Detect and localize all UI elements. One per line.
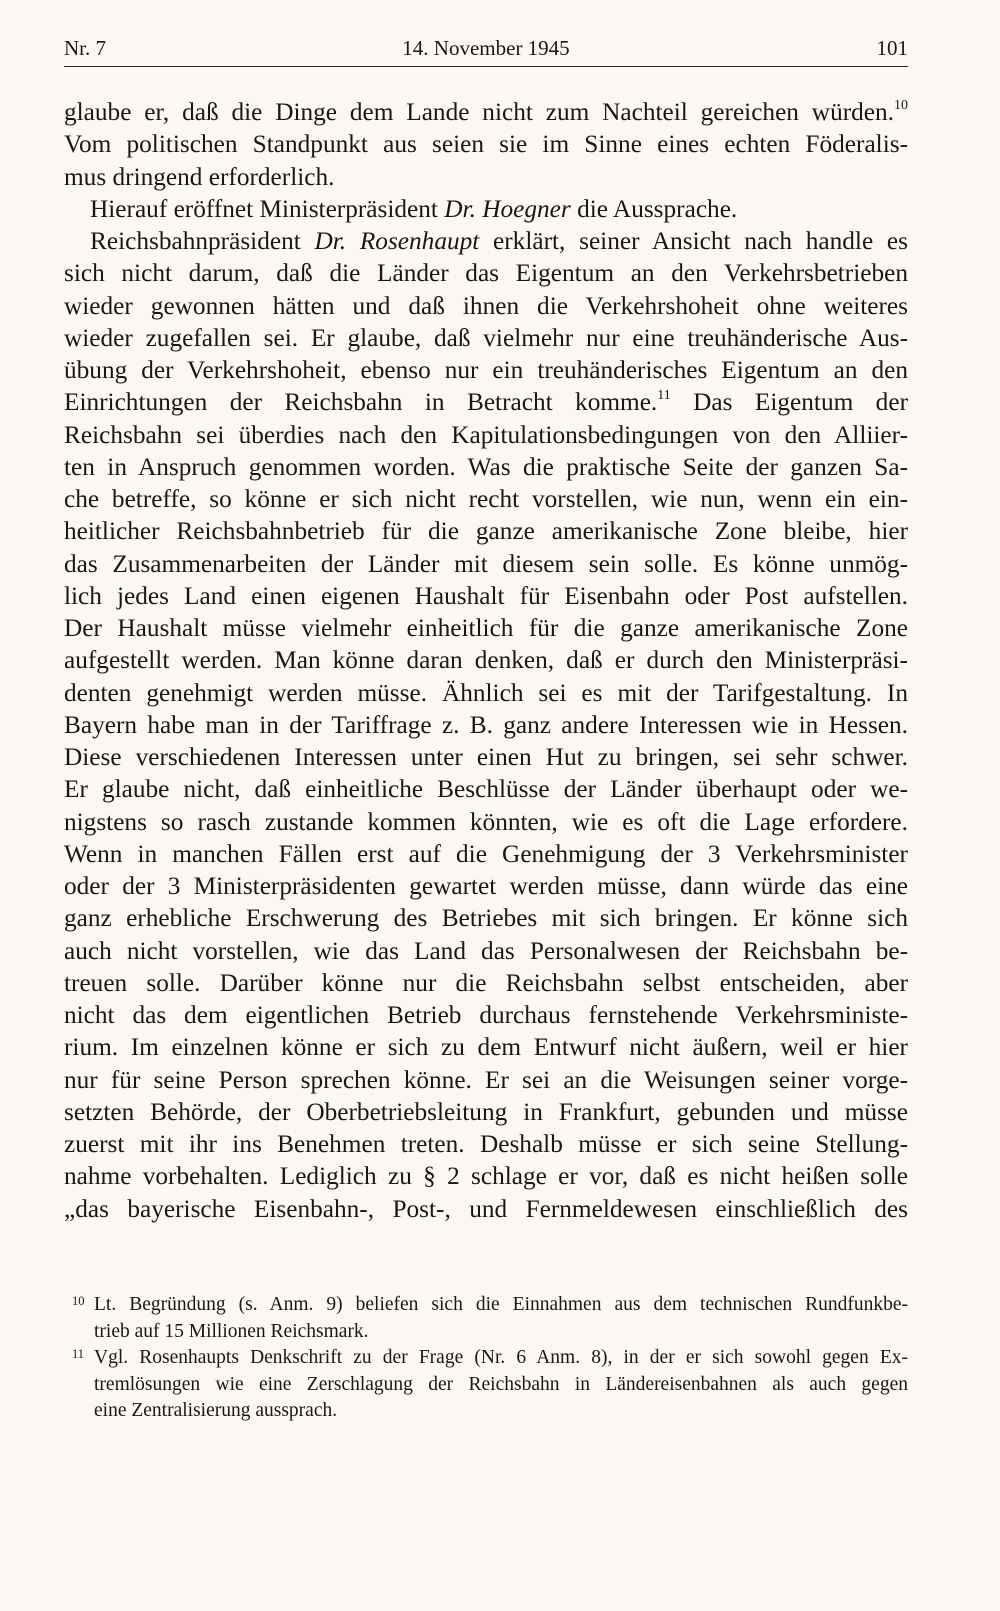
- footnote-line: trieb auf 15 Millionen Reichsmark.: [94, 1320, 369, 1342]
- text-line: lich jedes Land einen eigenen Haushalt für Eisenbahn oder Post aufstellen.: [64, 581, 908, 610]
- text-line: denten genehmigt werden müsse. Ähnlich sei es mit der Tarifgestaltung. In: [64, 678, 908, 707]
- text-line: Reichsbahnpräsident Dr. Rosenhaupt erklärt, seiner Ansicht nach handle es: [90, 227, 908, 255]
- footnote-11: [64, 1345, 908, 1425]
- text-line: Der Haushalt müsse vielmehr einheitlich für die ganze amerikanische Zone: [64, 614, 908, 642]
- text-line: das Zusammenarbeiten der Länder mit diesem sein solle. Es könne unmög-: [64, 549, 908, 578]
- document-number: Nr. 7: [64, 36, 106, 60]
- text-line: che betreffe, so könne er sich nicht recht vorstellen, wie nun, wenn ein ein-: [64, 485, 908, 513]
- text-line: Wenn in manchen Fällen erst auf die Genehmigung der 3 Verkehrsminister: [64, 839, 908, 868]
- text-line: Vom politischen Standpunkt aus seien sie im Sinne eines echten Föderalis-: [64, 130, 908, 159]
- main-text: [64, 96, 908, 1225]
- speaker-name: Dr. Rosenhaupt: [314, 227, 480, 255]
- text-line: nigstens so rasch zustande kommen könnten, wie es oft die Lage erfordere.: [64, 807, 908, 836]
- text-line: wieder zugefallen sei. Er glaube, daß vielmehr nur eine treuhänderische Aus-: [64, 323, 908, 352]
- footnote-line: Vgl. Rosenhaupts Denkschrift zu der Frage (Nr. 6 Anm. 8), in der er sich sowohl gegen Ex-: [94, 1347, 908, 1368]
- text-line: Bayern habe man in der Tariffrage z. B. ganz andere Interessen wie in Hessen.: [64, 710, 908, 739]
- text-line: rium. Im einzelnen könne er sich zu dem Entwurf nicht äußern, weil er hier: [64, 1033, 908, 1062]
- text-line: Hierauf eröffnet Ministerpräsident Dr. Hoegner die Aussprache.: [90, 194, 738, 223]
- footnote-number: 11: [72, 1347, 85, 1361]
- text-line: nicht das dem eigentlichen Betrieb durchaus fernstehende Verkehrsministe-: [64, 1001, 908, 1029]
- text-line: Er glaube nicht, daß einheitliche Beschlüsse der Länder überhaupt oder we-: [64, 775, 908, 804]
- text-line: glaube er, daß die Dinge dem Lande nicht zum Nachteil gereichen würden.$^{10}$: [64, 98, 908, 126]
- page-number: 101: [876, 36, 908, 60]
- text-line: mus dringend erforderlich.: [64, 162, 335, 191]
- text-line: ten in Anspruch genommen worden. Was die praktische Seite der ganzen Sa-: [64, 452, 908, 481]
- text-line: aufgestellt werden. Man könne daran denken, daß er durch den Ministerpräsi-: [64, 646, 908, 675]
- header-date: 14. November 1945: [402, 36, 570, 60]
- text-line: Einrichtungen der Reichsbahn in Betracht komme.$^{11}$ Das Eigentum der: [64, 388, 908, 417]
- footnote-ref-10[interactable]: 10: [894, 98, 908, 113]
- footnote-line: tremlösungen wie eine Zerschlagung der Reichsbahn in Ländereisenbahnen als auch gegen: [94, 1373, 908, 1395]
- text-line: heitlicher Reichsbahnbetrieb für die ganze amerikanische Zone bleibe, hier: [64, 517, 908, 546]
- text-line: nur für seine Person sprechen könne. Er sei an die Weisungen seiner vorge-: [64, 1065, 908, 1094]
- speaker-name: Dr. Hoegner: [444, 194, 571, 223]
- text-line: wieder gewonnen hätten und daß ihnen die Verkehrshoheit ohne weiteres: [64, 291, 908, 320]
- footnote-line: eine Zentralisierung aussprach.: [94, 1400, 338, 1421]
- text-line: nahme vorbehalten. Lediglich zu § 2 schlage er vor, daß es nicht heißen solle: [64, 1162, 908, 1191]
- text-line: treuen solle. Darüber könne nur die Reichsbahn selbst entscheiden, aber: [64, 968, 908, 997]
- text-line: setzten Behörde, der Oberbetriebsleitung in Frankfurt, gebunden und müsse: [64, 1097, 908, 1126]
- text-line: Diese verschiedenen Interessen unter einen Hut zu bringen, sei sehr schwer.: [64, 743, 908, 771]
- text-line: zuerst mit ihr ins Benehmen treten. Deshalb müsse er sich seine Stellung-: [64, 1130, 908, 1158]
- footnote-ref-11[interactable]: 11: [657, 388, 671, 404]
- text-line: sich nicht darum, daß die Länder das Eigentum an den Verkehrsbetrieben: [64, 259, 908, 288]
- text-line: „das bayerische Eisenbahn-, Post-, und Fernmeldewesen einschließlich des: [64, 1194, 908, 1223]
- text-line: ganz erhebliche Erschwerung des Betriebes mit sich bringen. Er könne sich: [64, 904, 908, 933]
- text-line: oder der 3 Ministerpräsidenten gewartet werden müsse, dann würde das eine: [64, 872, 908, 900]
- footnote-number: 10: [72, 1294, 85, 1308]
- footnote-line: Lt. Begründung (s. Anm. 9) beliefen sich die Einnahmen aus dem technischen Rundfunkbe-: [94, 1294, 908, 1315]
- text-line: Reichsbahn sei überdies nach den Kapitulationsbedingungen von den Alliier-: [64, 420, 908, 449]
- footnote-10: [64, 1292, 908, 1345]
- footnotes: [64, 1292, 908, 1425]
- text-line: auch nicht vorstellen, wie das Land das Personalwesen der Reichsbahn be-: [64, 936, 908, 965]
- running-header: [64, 34, 908, 67]
- text-line: übung der Verkehrshoheit, ebenso nur ein treuhänderisches Eigentum an den: [64, 356, 908, 384]
